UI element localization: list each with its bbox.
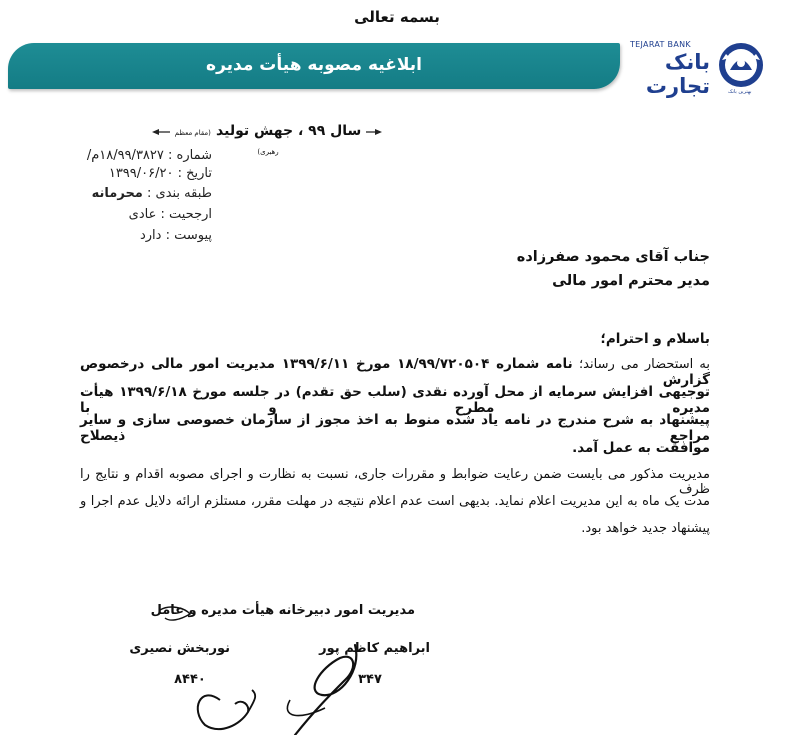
title-banner: [8, 43, 620, 89]
slogan-note: (مقام معظم رهبری): [174, 129, 279, 156]
greeting: باسلام و احترام؛: [600, 331, 710, 347]
date-label: تاریخ :: [177, 166, 212, 181]
document-title: ابلاغیه مصوبه هیأت مدیره: [206, 55, 422, 75]
slogan-text: سال ۹۹ ، جهش تولید: [216, 123, 362, 139]
logo-text-en: TEJARAT BANK: [630, 40, 691, 49]
signature-title: مدیریت امور دبیرخانه هیأت مدیره و عامل: [150, 603, 415, 618]
logo-tagline: بهترین بانک: [728, 89, 752, 95]
paragraph-2-line-3: پیشنهاد جدید خواهد بود.: [581, 521, 710, 536]
meta-attachment: پیوست : دارد: [139, 228, 212, 243]
paragraph-2-line-2: مدت یک ماه به این مدیریت اعلام نماید. بدیهی است عدم اعلام نتیجه در مهلت مقرر، مستلزم ارائه دلایل عدم اجرا و: [80, 494, 710, 509]
signer-2-code: ۸۴۴۰: [174, 672, 206, 687]
signer-2-name: نوربخش نصیری: [129, 641, 230, 656]
paragraph-1-line-2: توجیهی افزایش سرمایه از محل آورده نقدی (سلب حق تقدم) در جلسه مورخ ۱۳۹۹/۶/۱۸ هیأت مدیره مطرح و با: [80, 384, 710, 416]
recipient-title: مدیر محترم امور مالی: [552, 273, 710, 289]
signer-1-code: ۳۴۷: [358, 672, 382, 687]
meta-number: [72, 148, 212, 163]
recipient-name: جناب آقای محمود صفرزاده: [516, 249, 710, 265]
class-value: محرمانه: [91, 186, 143, 201]
handwritten-signature-icon: [130, 600, 430, 735]
signer-1-name: ابراهیم کاظم پور: [319, 641, 430, 656]
meta-classification: [72, 186, 212, 201]
paragraph-1-line-3: پیشنهاد به شرح مندرج در نامه یاد شده منوط به اخذ مجوز از سازمان خصوصی سازی و سایر مراجع ذیصلاح: [80, 412, 710, 444]
p1-intro: به استحضار می رساند؛: [579, 357, 710, 372]
number-value: ۱۸/۹۹/۳۸۲۷م/: [86, 148, 164, 163]
meta-date: [72, 166, 212, 181]
date-value: ۱۳۹۹/۰۶/۲۰: [108, 166, 174, 181]
basmala: بسمه تعالی: [354, 8, 440, 26]
p1-line-1-text: نامه شماره ۱۸/۹۹/۷۲۰۵۰۴ مورخ ۱۳۹۹/۶/۱۱ مدیریت امور مالی درخصوص گزارش: [80, 356, 710, 388]
meta-priority: ارجحیت : عادی: [128, 207, 212, 222]
paragraph-1-line-4: موافقت به عمل آمد.: [572, 440, 710, 456]
paragraph-2-line-1: مدیریت مذکور می بایست ضمن رعایت ضوابط و مقررات جاری، نسبت به نظارت و اجرای مصوبه اقدام و نتایج را ظرف: [80, 467, 710, 497]
logo-text-fa: بانک تجارت: [645, 50, 710, 98]
number-label: شماره :: [168, 148, 212, 163]
class-label: طبقه بندی :: [147, 186, 212, 201]
bank-emblem-icon: [716, 40, 766, 90]
